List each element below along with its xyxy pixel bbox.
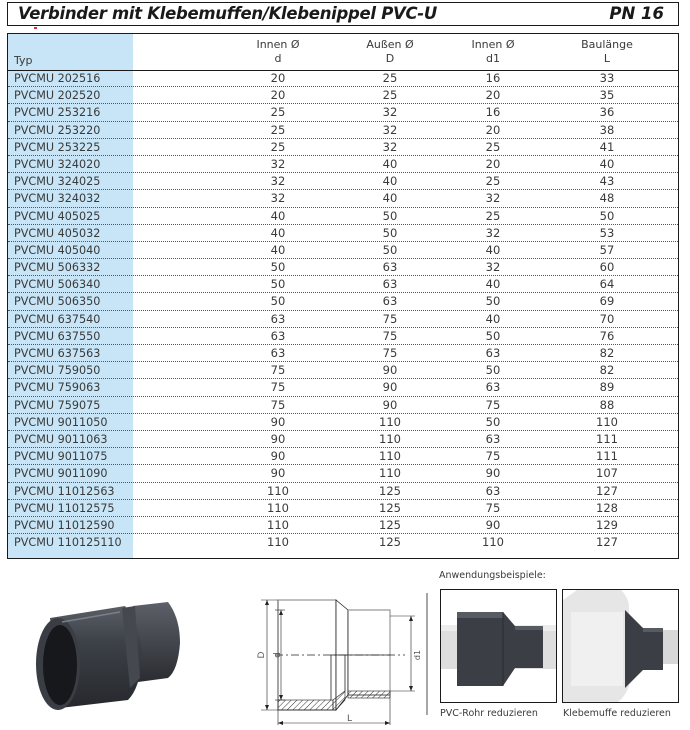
cell-baulaenge: 48 [599, 191, 615, 206]
cell-innen-d: 75 [270, 380, 286, 395]
cell-innen-d: 63 [270, 328, 286, 343]
cell-innen-d: 40 [270, 208, 286, 223]
example-caption-2: Klebemuffe reduzieren [563, 708, 671, 719]
cell-innen-d1: 75 [485, 449, 501, 464]
cell-aussen-D: 110 [379, 431, 401, 446]
cell-innen-d: 90 [270, 449, 286, 464]
table-row [8, 431, 678, 448]
example-image-pipe-reduction [440, 589, 557, 703]
cell-baulaenge: 41 [599, 139, 615, 154]
cell-aussen-D: 32 [382, 105, 398, 120]
cell-innen-d: 50 [270, 294, 286, 309]
cell-baulaenge: 127 [596, 483, 618, 498]
cell-typ: PVCMU 759063 [14, 381, 101, 395]
table-row [8, 242, 678, 259]
cell-innen-d1: 20 [485, 122, 501, 137]
cell-aussen-D: 50 [382, 208, 398, 223]
cell-baulaenge: 88 [599, 397, 615, 412]
dim-label-L: L [347, 714, 353, 724]
cell-aussen-D: 40 [382, 191, 398, 206]
table-row [8, 190, 678, 207]
cell-typ: PVCMU 9011050 [14, 415, 108, 429]
cell-aussen-D: 32 [382, 122, 398, 137]
table-row [8, 139, 678, 156]
cell-typ: PVCMU 405040 [14, 243, 101, 257]
cell-innen-d1: 75 [485, 500, 501, 515]
cell-baulaenge: 110 [596, 414, 618, 429]
cell-typ: PVCMU 637563 [14, 347, 101, 360]
cell-typ: PVCMU 9011090 [14, 467, 108, 481]
table-row [8, 311, 678, 328]
cell-aussen-D: 125 [379, 517, 401, 532]
table-row [8, 500, 678, 517]
cell-baulaenge: 35 [599, 88, 615, 103]
cell-aussen-D: 125 [379, 535, 401, 550]
cell-innen-d1: 25 [485, 208, 501, 223]
header-innen-d: Innen Ø d [256, 38, 300, 65]
table-row [8, 534, 678, 551]
table-row [8, 483, 678, 500]
cell-innen-d1: 90 [485, 466, 501, 481]
cell-baulaenge: 33 [599, 71, 615, 85]
cell-baulaenge: 57 [599, 242, 615, 257]
dim-label-D: D [257, 651, 267, 659]
cell-innen-d1: 40 [485, 311, 501, 326]
cell-baulaenge: 82 [599, 346, 615, 360]
table-header [8, 34, 678, 71]
cell-innen-d: 110 [267, 500, 289, 515]
cell-innen-d: 90 [270, 431, 286, 446]
cell-aussen-D: 90 [382, 380, 398, 395]
cell-innen-d1: 25 [485, 139, 501, 154]
cell-aussen-D: 75 [382, 311, 398, 326]
cell-baulaenge: 129 [596, 517, 618, 532]
table-row [8, 328, 678, 345]
cell-innen-d1: 110 [482, 535, 504, 550]
cell-aussen-D: 90 [382, 397, 398, 412]
cell-typ: PVCMU 506350 [14, 295, 101, 309]
table-row [8, 276, 678, 293]
example-caption-1: PVC-Rohr reduzieren [440, 708, 538, 719]
cell-baulaenge: 69 [599, 294, 615, 309]
cell-innen-d1: 63 [485, 431, 501, 446]
cell-innen-d: 50 [270, 260, 286, 275]
table-row [8, 345, 678, 362]
cell-aussen-D: 50 [382, 242, 398, 257]
cell-innen-d: 90 [270, 466, 286, 481]
cell-innen-d: 25 [270, 139, 286, 154]
table-row [8, 225, 678, 242]
header-baulaenge: Baulänge L [581, 38, 633, 65]
cell-innen-d1: 20 [485, 156, 501, 171]
table-row [8, 293, 678, 310]
cell-innen-d1: 50 [485, 294, 501, 309]
cell-typ: PVCMU 506340 [14, 278, 101, 292]
cell-innen-d: 32 [270, 191, 286, 206]
cell-baulaenge: 82 [599, 363, 615, 378]
cell-baulaenge: 60 [599, 260, 615, 275]
cell-baulaenge: 107 [596, 466, 618, 481]
cell-aussen-D: 25 [382, 71, 398, 85]
cell-innen-d1: 16 [485, 105, 501, 120]
cell-typ: PVCMU 11012563 [14, 484, 115, 498]
cell-innen-d: 110 [267, 483, 289, 498]
cell-baulaenge: 40 [599, 156, 615, 171]
cell-typ: PVCMU 759075 [14, 398, 101, 412]
cell-typ: PVCMU 506332 [14, 261, 101, 275]
header-typ: Typ [14, 54, 33, 67]
cell-aussen-D: 32 [382, 139, 398, 154]
table-row [8, 87, 678, 104]
cell-typ: PVCMU 405032 [14, 226, 101, 240]
cell-innen-d1: 90 [485, 517, 501, 532]
cell-typ: PVCMU 637540 [14, 312, 101, 326]
table-row [8, 362, 678, 379]
cell-aussen-D: 63 [382, 277, 398, 292]
cell-aussen-D: 75 [382, 346, 398, 360]
cell-baulaenge: 127 [596, 535, 618, 550]
cell-aussen-D: 110 [379, 466, 401, 481]
table-row [8, 379, 678, 396]
cell-innen-d1: 32 [485, 260, 501, 275]
cell-baulaenge: 111 [596, 431, 618, 446]
cell-aussen-D: 40 [382, 156, 398, 171]
decorative-mark [34, 27, 37, 29]
cell-innen-d1: 63 [485, 380, 501, 395]
dim-label-d1: d1 [413, 649, 422, 661]
cell-aussen-D: 40 [382, 174, 398, 189]
cell-innen-d1: 32 [485, 191, 501, 206]
cell-aussen-D: 90 [382, 363, 398, 378]
cell-aussen-D: 25 [382, 88, 398, 103]
cell-aussen-D: 110 [379, 414, 401, 429]
cell-innen-d1: 16 [485, 71, 501, 85]
cell-innen-d: 63 [270, 311, 286, 326]
cell-aussen-D: 125 [379, 500, 401, 515]
cell-aussen-D: 125 [379, 483, 401, 498]
cell-innen-d: 110 [267, 535, 289, 550]
cell-innen-d1: 63 [485, 346, 501, 360]
table-row [8, 104, 678, 121]
cell-typ: PVCMU 11012590 [14, 518, 115, 532]
cell-typ: PVCMU 9011063 [14, 432, 108, 446]
example-image-socket-reduction [562, 589, 679, 703]
cell-baulaenge: 38 [599, 122, 615, 137]
header-innen-d1: Innen Ø d1 [471, 38, 515, 65]
cell-innen-d1: 32 [485, 225, 501, 240]
cell-innen-d: 40 [270, 225, 286, 240]
cell-innen-d: 110 [267, 517, 289, 532]
cell-baulaenge: 53 [599, 225, 615, 240]
cell-typ: PVCMU 253225 [14, 140, 101, 154]
cell-innen-d1: 50 [485, 363, 501, 378]
cell-aussen-D: 50 [382, 225, 398, 240]
table-row [8, 70, 678, 87]
cell-innen-d: 40 [270, 242, 286, 257]
cell-innen-d1: 50 [485, 328, 501, 343]
cell-baulaenge: 89 [599, 380, 615, 395]
table-body [8, 70, 678, 551]
cell-innen-d: 75 [270, 363, 286, 378]
cell-typ: PVCMU 324025 [14, 175, 101, 189]
table-row [8, 259, 678, 276]
cell-innen-d: 50 [270, 277, 286, 292]
cell-typ: PVCMU 324032 [14, 192, 101, 206]
cell-baulaenge: 36 [599, 105, 615, 120]
cell-innen-d: 63 [270, 346, 286, 360]
examples-heading: Anwendungsbeispiele: [439, 570, 546, 581]
cell-innen-d: 75 [270, 397, 286, 412]
cell-innen-d: 32 [270, 156, 286, 171]
table-row [8, 156, 678, 173]
cell-innen-d1: 63 [485, 483, 501, 498]
page-title: Verbinder mit Klebemuffen/Klebenippel PVC-U [18, 4, 437, 23]
cell-innen-d: 90 [270, 414, 286, 429]
table-row [8, 465, 678, 482]
table-row [8, 208, 678, 225]
cell-innen-d: 25 [270, 105, 286, 120]
cell-typ: PVCMU 202520 [14, 89, 101, 103]
cell-typ: PVCMU 324020 [14, 157, 101, 171]
cell-innen-d1: 40 [485, 242, 501, 257]
table-row [8, 448, 678, 465]
cell-baulaenge: 76 [599, 328, 615, 343]
cell-baulaenge: 70 [599, 311, 615, 326]
cell-innen-d: 25 [270, 122, 286, 137]
cell-innen-d1: 25 [485, 174, 501, 189]
cell-baulaenge: 50 [599, 208, 615, 223]
cell-aussen-D: 75 [382, 328, 398, 343]
cell-aussen-D: 110 [379, 449, 401, 464]
cell-typ: PVCMU 11012575 [14, 501, 115, 515]
cell-typ: PVCMU 253220 [14, 123, 101, 137]
product-table [7, 33, 679, 559]
cell-innen-d: 20 [270, 88, 286, 103]
cell-typ: PVCMU 759050 [14, 364, 101, 378]
product-photo [20, 578, 220, 723]
cell-aussen-D: 63 [382, 260, 398, 275]
cell-innen-d1: 20 [485, 88, 501, 103]
cell-baulaenge: 43 [599, 174, 615, 189]
table-row [8, 414, 678, 431]
cell-typ: PVCMU 253216 [14, 106, 101, 120]
cell-innen-d1: 75 [485, 397, 501, 412]
cell-baulaenge: 64 [599, 277, 615, 292]
cell-typ: PVCMU 637550 [14, 329, 101, 343]
cell-typ: PVCMU 110125110 [14, 536, 122, 550]
cell-typ: PVCMU 202516 [14, 72, 101, 85]
cell-innen-d: 32 [270, 174, 286, 189]
cell-baulaenge: 128 [596, 500, 618, 515]
cell-aussen-D: 63 [382, 294, 398, 309]
table-row [8, 397, 678, 414]
dim-label-d: d [273, 652, 283, 658]
table-row [8, 173, 678, 190]
cell-innen-d1: 40 [485, 277, 501, 292]
cell-typ: PVCMU 405025 [14, 209, 101, 223]
header-aussen-D: Außen Ø D [366, 38, 414, 65]
pressure-rating: PN 16 [609, 4, 664, 23]
cell-innen-d1: 50 [485, 414, 501, 429]
cell-typ: PVCMU 9011075 [14, 450, 108, 464]
title-bar [7, 2, 679, 26]
cell-baulaenge: 111 [596, 449, 618, 464]
table-row [8, 517, 678, 534]
cell-innen-d: 20 [270, 71, 286, 85]
table-row [8, 122, 678, 139]
technical-drawing [235, 575, 430, 725]
